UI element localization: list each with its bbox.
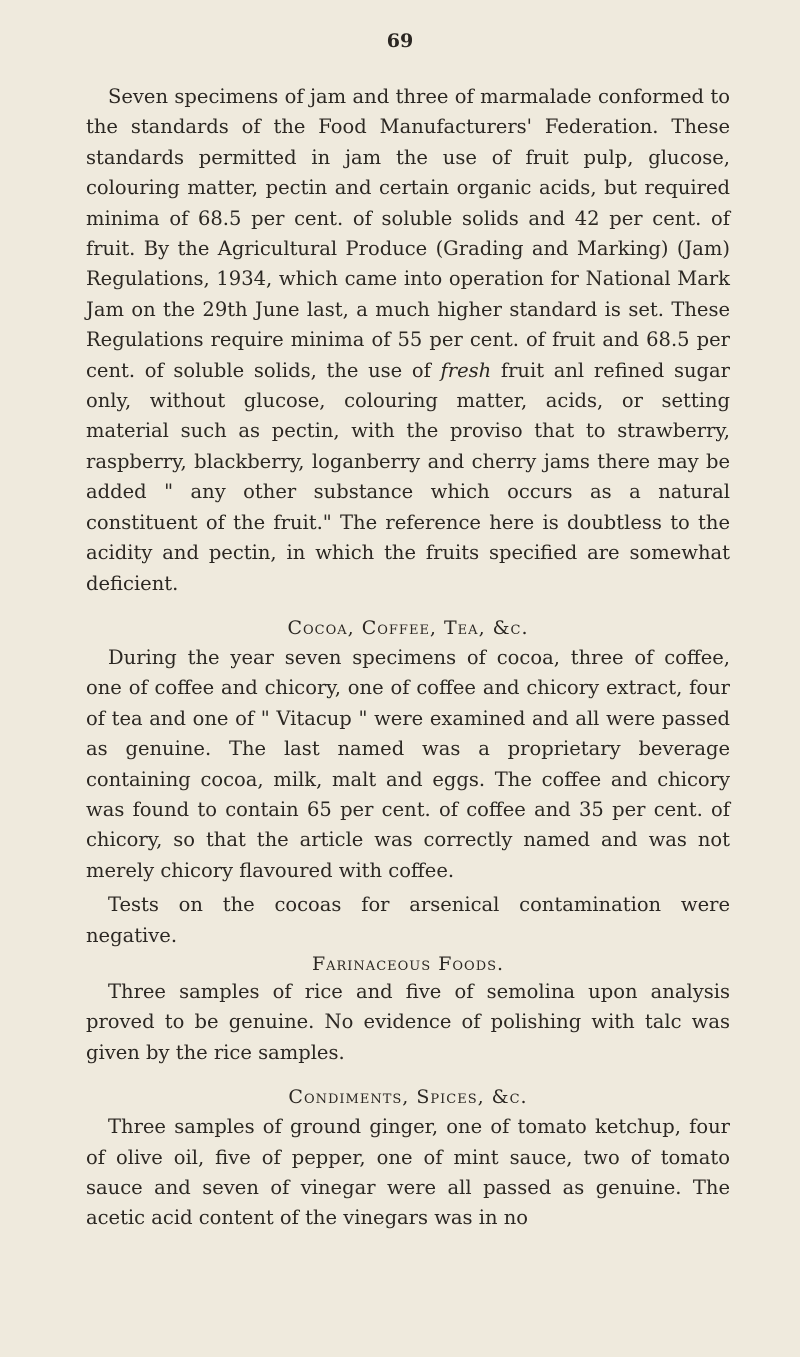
- paragraph-condiments: Three samples of ground ginger, one of tomato ketchup, four of olive oil, five of pepper, one of mint sauce, two of tomato sauce and seven of vinegar were all passed as genuine. The acetic acid content of the vinegars was in no: [86, 1115, 730, 1230]
- page-content: [86, 82, 730, 1234]
- paragraph-arsenical-tests: Tests on the cocoas for arsenical contamination were negative.: [86, 893, 730, 947]
- paragraph-jam-text: Seven specimens of jam and three of marmalade conformed to the standards of the Food Manufacturers' Federation. These standards permitted in jam the use of fruit pulp, glucose, colouring matter, pectin and certain organic acids, but required minima of 68.5 per cent. of soluble solids and 42 per cent. of fruit. By the Agricultural Produce (Grading and Marking) (Jam) Regulations, 1934, which came into operation for National Mark Jam on the 29th June last, a much higher standard is set. These Regulations require minima of 55 per cent. of fruit and 68.5 per cent. of soluble solids, the use of: [86, 85, 730, 382]
- heading-cocoa-coffee-tea: Cocoa, Coffee, Tea, &c.: [287, 616, 529, 639]
- paragraph-jam: [86, 82, 730, 599]
- heading-farinaceous-foods: Farinaceous Foods.: [311, 952, 505, 975]
- paragraph-jam-continued: fruit anl refined sugar only, without glucose, colouring matter, acids, or setting material such as pectin, with the proviso that to strawberry, raspberry, blackberry, loganberry and cherry jams there may be added " any other substance which occurs as a natural constituent of the fruit." The reference here is doubtless to the acidity and pectin, in which the fruits specified are somewhat deficient.: [86, 358, 730, 595]
- paragraph-farinaceous: Three samples of rice and five of semolina upon analysis proved to be genuine. No evidence of polishing with talc was given by the rice samples.: [86, 979, 730, 1064]
- paragraph-cocoa: During the year seven specimens of cocoa, three of coffee, one of coffee and chicory, one of coffee and chicory extract, four of tea and one of " Vitacup " were examined and all were passed as genuine. The last named was a proprietary beverage containing cocoa, milk, malt and eggs. The coffee and chicory was found to contain 65 per cent. of coffee and 35 per cent. of chicory, so that the article was correctly named and was not merely chicory flavoured with coffee.: [86, 645, 730, 882]
- page-number: 69: [386, 30, 414, 52]
- heading-condiments-spices: Condiments, Spices, &c.: [288, 1086, 528, 1109]
- italic-fresh: fresh: [440, 358, 492, 382]
